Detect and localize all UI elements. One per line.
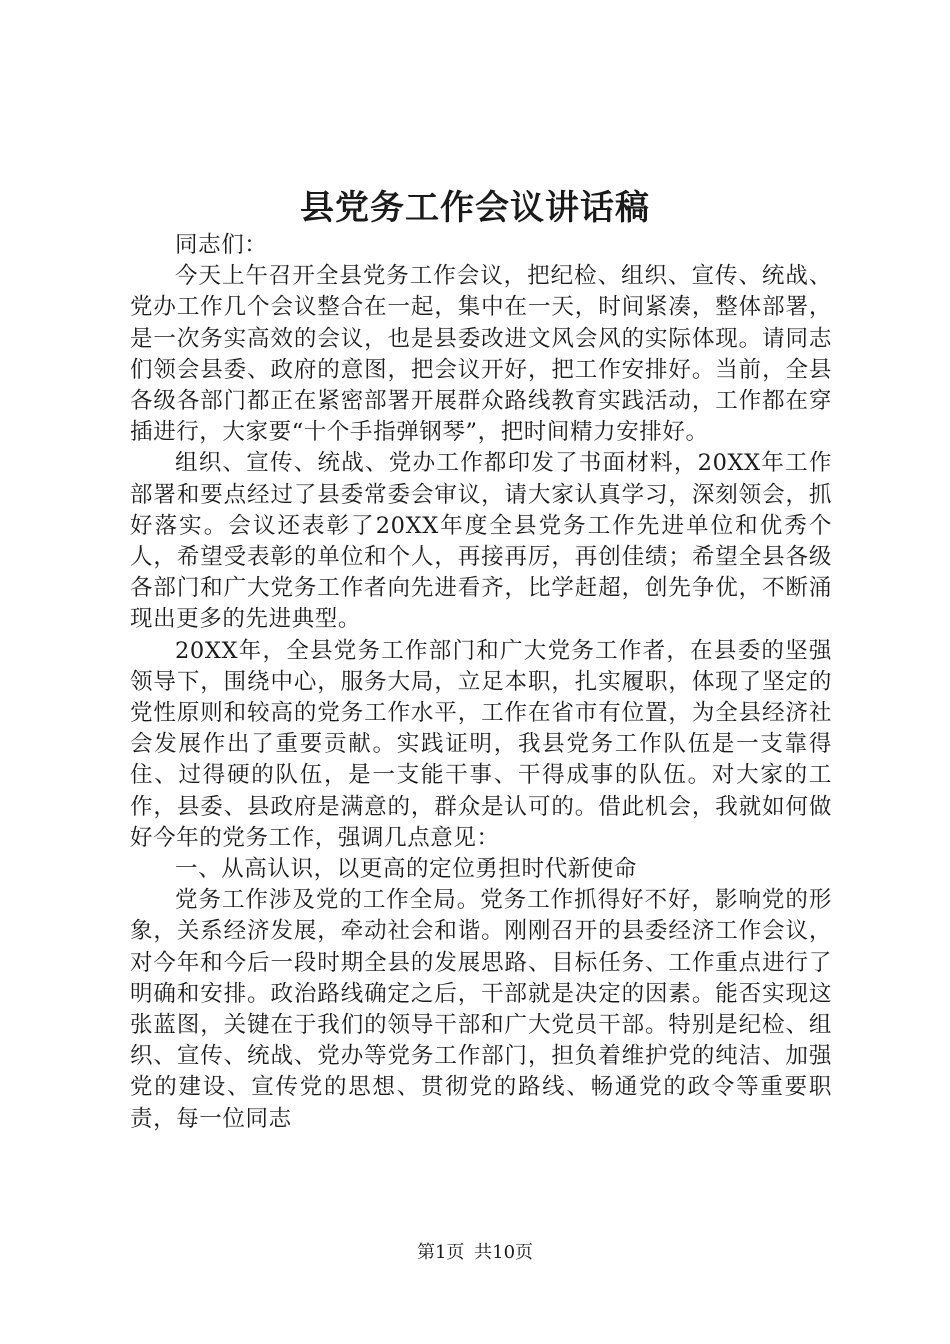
greeting-paragraph: 同志们： [175, 232, 268, 258]
body-paragraph: 组织、宣传、统战、党办工作都印发了书面材料，20XX年工作部署和要点经过了县委常委会审议，请大家认真学习，深刻领会，抓好落实。会议还表彰了20XX年度全县党务工作先进单位和优秀个人，希望受表彰的单位和个人，再接再厉，再创佳绩；希望全县各级各部门和广大党务工作者向先进看齐，比学赶超，创先争优，不断涌现出更多的先进典型。 [130, 450, 832, 633]
body-paragraph: 今天上午召开全县党务工作会议，把纪检、组织、宣传、统战、党办工作几个会议整合在一起，集中在一天，时间紧凑，整体部署，是一次务实高效的会议，也是县委改进文风会风的实际体现。请同志们领会县委、政府的意图，把会议开好，把工作安排好。当前，全县各级各部门都正在紧密部署开展群众路线教育实践活动，工作都在穿插进行，大家要“十个手指弹钢琴”，把时间精力安排好。 [130, 263, 832, 446]
document-body [130, 230, 832, 1135]
page-footer [0, 1240, 950, 1266]
body-paragraph: 20XX年，全县党务工作部门和广大党务工作者，在县委的坚强领导下，围绕中心，服务大局，立足本职，扎实履职，体现了坚定的党性原则和较高的党务工作水平，工作在省市有位置，为全县经济社会发展作出了重要贡献。实践证明，我县党务工作队伍是一支靠得住、过得硬的队伍，是一支能干事、干得成事的队伍。对大家的工作，县委、县政府是满意的，群众是认可的。借此机会，我就如何做好今年的党务工作，强调几点意见： [130, 637, 832, 851]
document-title: 县党务工作会议讲话稿 [300, 188, 650, 228]
page-number: 第1页 [416, 1242, 465, 1263]
page-total: 共10页 [474, 1242, 534, 1263]
body-paragraph: 党务工作涉及党的工作全局。党务工作抓得好不好，影响党的形象，关系经济发展，牵动社会和谐。刚刚召开的县委经济工作会议，对今年和今后一段时期全县的发展思路、目标任务、工作重点进行了明确和安排。政治路线确定之后，干部就是决定的因素。能否实现这张蓝图，关键在于我们的领导干部和广大党员干部。特别是纪检、组织、宣传、统战、党办等党务工作部门，担负着维护党的纯洁、加强党的建设、宣传党的思想、贯彻党的路线、畅通党的政令等重要职责，每一位同志 [130, 887, 832, 1132]
section-heading: 一、从高认识，以更高的定位勇担时代新使命 [175, 856, 638, 883]
